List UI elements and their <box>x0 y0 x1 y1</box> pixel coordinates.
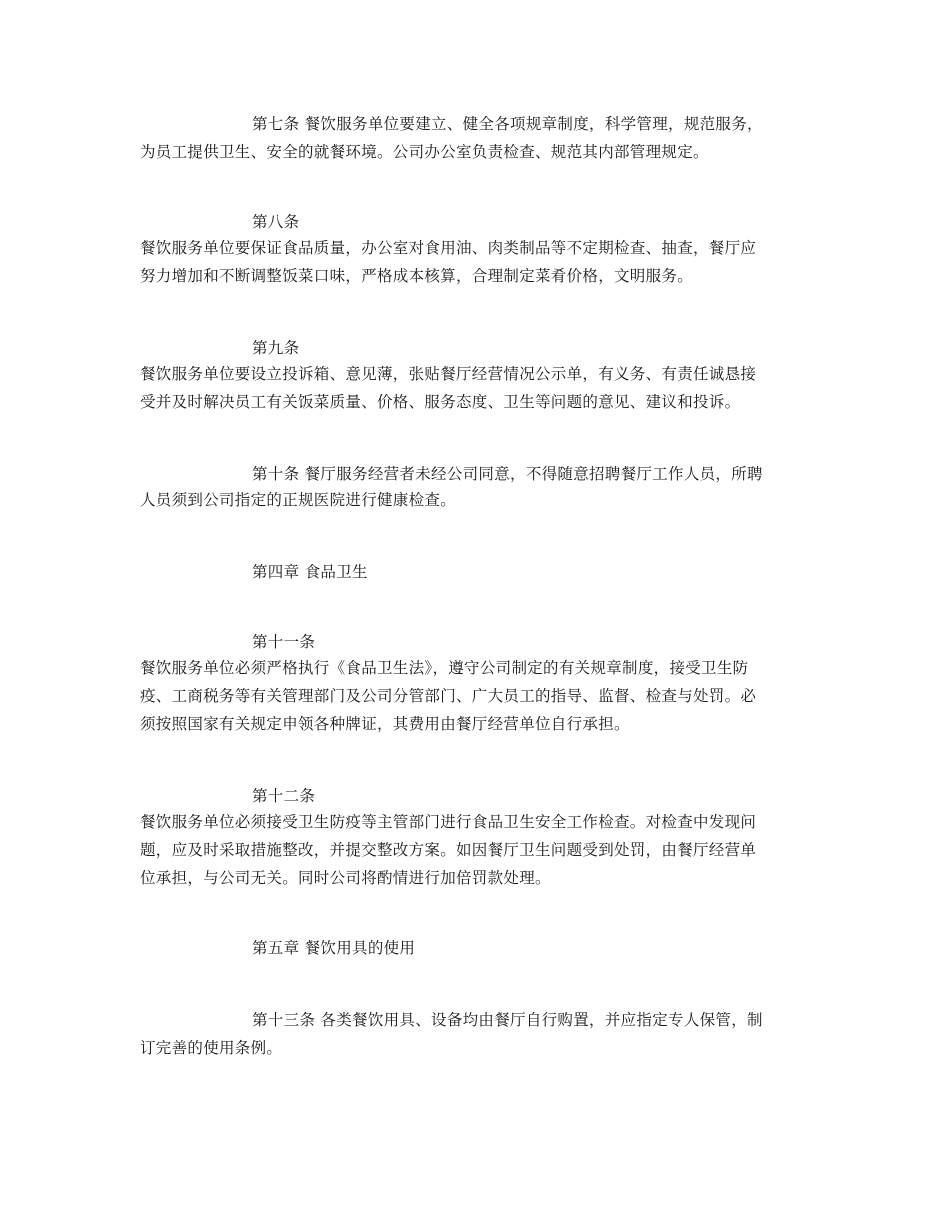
article-11-heading: 第十一条 <box>252 633 316 651</box>
article-9-heading: 第九条 <box>252 339 300 357</box>
article-13-line-1: 第十三条 各类餐饮用具、设备均由餐厅自行购置，并应指定专人保管，制 <box>252 1011 763 1029</box>
article-9-line-1: 餐饮服务单位要设立投诉箱、意见薄，张贴餐厅经营情况公示单，有义务、有责任诚恳接 <box>140 365 757 383</box>
article-10-line-1: 第十条 餐厅服务经营者未经公司同意，不得随意招聘餐厅工作人员，所聘 <box>252 465 763 483</box>
chapter-4-title: 第四章 食品卫生 <box>252 563 368 581</box>
article-12-line-3: 位承担，与公司无关。同时公司将酌情进行加倍罚款处理。 <box>140 869 551 887</box>
article-9-line-2: 受并及时解决员工有关饭菜质量、价格、服务态度、卫生等问题的意见、建议和投诉。 <box>140 393 741 411</box>
article-12-heading: 第十二条 <box>252 787 316 805</box>
article-8-line-2: 努力增加和不断调整饭菜口味，严格成本核算，合理制定菜肴价格，文明服务。 <box>140 267 694 285</box>
article-13-line-2: 订完善的使用条例。 <box>140 1039 283 1057</box>
chapter-5-title: 第五章 餐饮用具的使用 <box>252 939 416 957</box>
article-8-line-1: 餐饮服务单位要保证食品质量，办公室对食用油、肉类制品等不定期检查、抽查，餐厅应 <box>140 239 757 257</box>
article-12-line-2: 题，应及时采取措施整改，并提交整改方案。如因餐厅卫生问题受到处罚，由餐厅经营单 <box>140 841 757 859</box>
article-11-line-3: 须按照国家有关规定申领各种牌证，其费用由餐厅经营单位自行承担。 <box>140 715 630 733</box>
article-8-heading: 第八条 <box>252 213 300 231</box>
article-10-line-2: 人员须到公司指定的正规医院进行健康检查。 <box>140 491 457 509</box>
article-11-line-2: 疫、工商税务等有关管理部门及公司分管部门、广大员工的指导、监督、检查与处罚。必 <box>140 687 757 705</box>
article-12-line-1: 餐饮服务单位必须接受卫生防疫等主管部门进行食品卫生安全工作检查。对检查中发现问 <box>140 813 757 831</box>
article-11-line-1: 餐饮服务单位必须严格执行《食品卫生法》，遵守公司制定的有关规章制度，接受卫生防 <box>140 659 749 677</box>
article-7-line-1: 第七条 餐饮服务单位要建立、健全各项规章制度，科学管理，规范服务， <box>252 115 763 133</box>
article-7-line-2: 为员工提供卫生、安全的就餐环境。公司办公室负责检查、规范其内部管理规定。 <box>140 143 709 161</box>
